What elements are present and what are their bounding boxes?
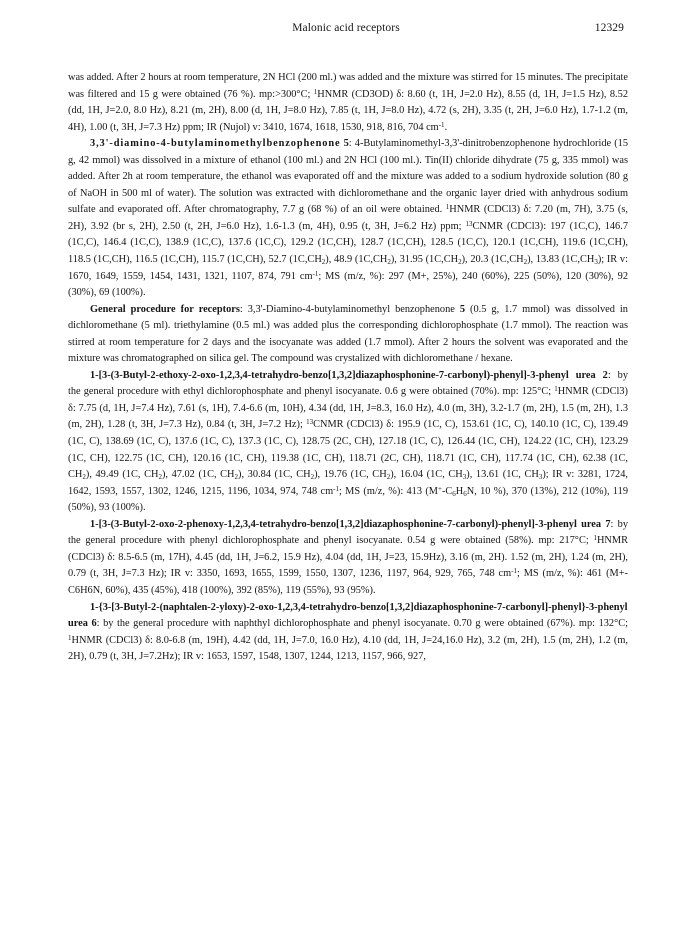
body-text — [68, 70, 628, 666]
compound-6-title: 1-{3-[3-Butyl-2-(naphtalen-2-yloxy)-2-oxo-1,2,3,4-tetrahydro-benzo[1,3,2]diazaphosphonine-7-carbonyl]-phenyl}-3-phenyl urea 6 — [68, 601, 628, 630]
paragraph-compound-7: 1-[3-(3-Butyl-2-oxo-2-phenoxy-1,2,3,4-tetrahydro-benzo[1,3,2]diazaphosphonine-7-carbonyl)-phenyl]-3-phenyl urea 7: by the general procedure with phenyl dichlorophosphate and phenyl isocyanate. 0.54 g were obtained (58%). mp: 217°C; $^1$HNMR (CDCl3) δ: 8.5-6.5 (m, 17H), 4.45 (dd, 1H, J=6.2, 15.9 Hz), 4.04 (dd, 1H, J=23, 15.9Hz), 3.16 (m, 2H). 1.52 (m, 2H), 1.24 (m, 2H), 0.79 (t, 3H, J=7.3 Hz); IR v: 3350, 1693, 1655, 1599, 1550, 1307, 1236, 1197, 964, 929, 765, 748 $cm^{-1}$; MS (m/z, %): 461 (M+-C6H6N, 60%), 435 (45%), 418 (100%), 392 (85%), 119 (55%), 93 (95%). — [68, 518, 629, 596]
compound-5-title: 3,3'-diamino-4-butylaminomethylbenzophenone — [90, 138, 341, 150]
paragraph-workup: was added. After 2 hours at room temperature, 2N HCl (200 ml.) was added and the mixture was stirred for 15 minutes. The precipitate was filtered and 15 g were obtained (76 %). mp:>300°C; $^1$HNMR (CD3OD) δ: 8.60 (t, 1H, J=2.0 Hz), 8.55 (d, 1H, J=1.5 Hz), 8.52 (dd, 1H, J=2.0, 8.0 Hz), 8.21 (m, 2H), 8.00 (d, 1H, J=8.0 Hz), 7.85 (t, 1H, J=8.0 Hz), 4.72 (s, 2H), 3.35 (t, 2H, J=6.0 Hz), 1.7-1.2 (m, 4H), 1.00 (t, 3H, J=7.3 Hz) ppm; IR (Nujol) v: 3410, 1674, 1618, 1530, 918, 816, 704 $cm^{-1}$. — [68, 72, 628, 133]
paragraph-compound-2: 1-[3-(3-Butyl-2-ethoxy-2-oxo-1,2,3,4-tetrahydro-benzo[1,3,2]diazaphosphonine-7-carbonyl)-phenyl]-3-phenyl urea 2: by the general procedure with ethyl dichlorophosphate and phenyl isocyanate. 0.6 g were obtained (70%). mp: 125°C; $^1$HNMR (CDCl3) δ: 7.75 (d, 1H, J=7.4 Hz), 7.61 (s, 1H), 7.4-6.6 (m, 10H), 4.34 (dd, 1H, J=8.3, 16.0 Hz), 4.0 (m, 3H), 3.2-1.7 (m, 2H), 1.5 (m, 2H), 1.3 (m, 2H), 1.28 (t, 3H, J=7.3 Hz), 0.84 (t, 3H, J=7.2 Hz); $^{13}$CNMR (CDCl3) δ: 195.9 (1C, C), 153.61 (1C, C), 140.10 (1C, C), 139.49 (1C, C), 138.69 (1C, C), 137.6 (1C, C), 137.3 (1C, C), 128.75 (2C, CH), 127.18 (1C, C), 126.44 (1C, CH), 124.22 (1C, CH), 123.29 (1C, CH), 122.75 (1C, CH), 120.16 (1C, CH), 119.38 (1C, CH), 118.71 (2C, CH), 118.71 (1C, CH), 117.74 (1C, CH), 62.38 (1C, $CH_2$), 49.49 (1C, $CH_2$), 47.02 (1C, $CH_2$), 30.84 (1C, $CH_2$), 19.76 (1C, $CH_2$), 16.04 (1C, $CH_3$), 13.61 (1C, $CH_3$); IR v: 3281, 1724, 1642, 1593, 1557, 1302, 1246, 1215, 1196, 1034, 974, 748 $cm^{-1}$; MS (m/z, %): 413 ($M^+-C_6H_6N$, 10 %), 370 (13%), 212 (10%), 119 (50%), 93 (100%). — [68, 369, 629, 514]
paragraph-compound-6: 1-{3-[3-Butyl-2-(naphtalen-2-yloxy)-2-oxo-1,2,3,4-tetrahydro-benzo[1,3,2]diazaphosphonine-7-carbonyl]-phenyl}-3-phenyl urea 6: by the general procedure with naphthyl dichlorophosphate and phenyl isocyanate. 0.70 g were obtained (67%). mp: 132°C; $^1$HNMR (CDCl3) δ: 8.0-6.8 (m, 19H), 4.42 (dd, 1H, J=7.0, 16.0 Hz), 4.10 (dd, 1H, J=24,16.0 Hz), 3.2 (m, 2H), 1.5 (m, 2H), 1.2 (m, 2H), 0.79 (t, 3H, J=7.2Hz); IR v: 1653, 1597, 1548, 1307, 1244, 1213, 1157, 966, 927, — [68, 601, 628, 663]
compound-7-title: 1-[3-(3-Butyl-2-oxo-2-phenoxy-1,2,3,4-tetrahydro-benzo[1,3,2]diazaphosphonine-7-carbonyl)-phenyl]-3-phenyl urea 7 — [90, 518, 611, 530]
running-header — [68, 22, 624, 40]
compound-2-title: 1-[3-(3-Butyl-2-ethoxy-2-oxo-1,2,3,4-tetrahydro-benzo[1,3,2]diazaphosphonine-7-carbonyl)-phenyl]-3-phenyl urea 2 — [90, 369, 608, 381]
running-title: Malonic acid receptors — [292, 22, 400, 34]
page-number: 12329 — [594, 22, 624, 34]
paragraph-compound-5: 3,3'-diamino-4-butylaminomethylbenzophenone 5: 4-Butylaminomethyl-3,3'-dinitrobenzophenone hydrochloride (15 g, 42 mmol) was dissolved in a mixture of ethanol (100 ml.) and 2N HCl (100 ml.). Tin(II) chloride dihydrate (75 g, 335 mmol) was added. After 2h at room temperature, the ethanol was evaporated off and the mixture was added to a sodium hydroxide solution (80 g of NaOH in 500 ml of water). The solution was extracted with dichloromethane and the organic layer dried with anhydrous sodium sulfate and evaporated off. After chromatography, 7.7 g (68 %) of an oil were obtained. $^1$HNMR (CDCl3) δ: 7.20 (m, 7H), 3.75 (s, 2H), 3.92 (br s, 2H), 2.50 (t, 2H, J=6.0 Hz), 1.6-1.3 (m, 4H), 0.95 (t, 3H, J=6.2 Hz) ppm; $^{13}$CNMR (CDCl3): 197 (1C,C), 146.7 (1C,C), 146.4 (1C,C), 138.9 (1C,C), 137.6 (1C,C), 129.2 (1C,CH), 128.7 (1C,CH), 128.5 (1C,C), 120.1 (1C,CH), 119.6 (1C,CH), 118.5 (1C,CH), 116.5 (1C,CH), 115.7 (1C,CH), 52.7 $(1C,CH_2)$, 48.9 $(1C,CH_2)$, 31.95 $(1C,CH_2)$, 20.3 $(1C,CH_2)$, 13.83 $(1C,CH_3)$; IR v: 1670, 1649, 1559, 1454, 1431, 1321, 1107, 874, 791 $cm^{-1}$; MS (m/z, %): 297 (M+, 25%), 240 (60%), 225 (50%), 120 (30%), 92 (30%), 69 (100%). — [68, 138, 628, 299]
paragraph-general-procedure: General procedure for receptors: 3,3'-Diamino-4-butylaminomethyl benzophenone 5 (0.5 g, 1.7 mmol) was dissolved in dichloromethane (5 ml). triethylamine (0.5 ml.) was added plus the corresponding dichlorophosphate (1.7 mmol). The reaction was stirred at room temperature for 2 days and the isocyanate was added (1.7 mmol). After 2 hours the solvent was evaporated and the mixture was chromatographed on silica gel. The compound was crystalized with dichloromethane / hexane. — [68, 303, 628, 365]
compound-5-number: 5 — [343, 138, 349, 150]
general-procedure-title: General procedure for receptors — [90, 303, 240, 315]
